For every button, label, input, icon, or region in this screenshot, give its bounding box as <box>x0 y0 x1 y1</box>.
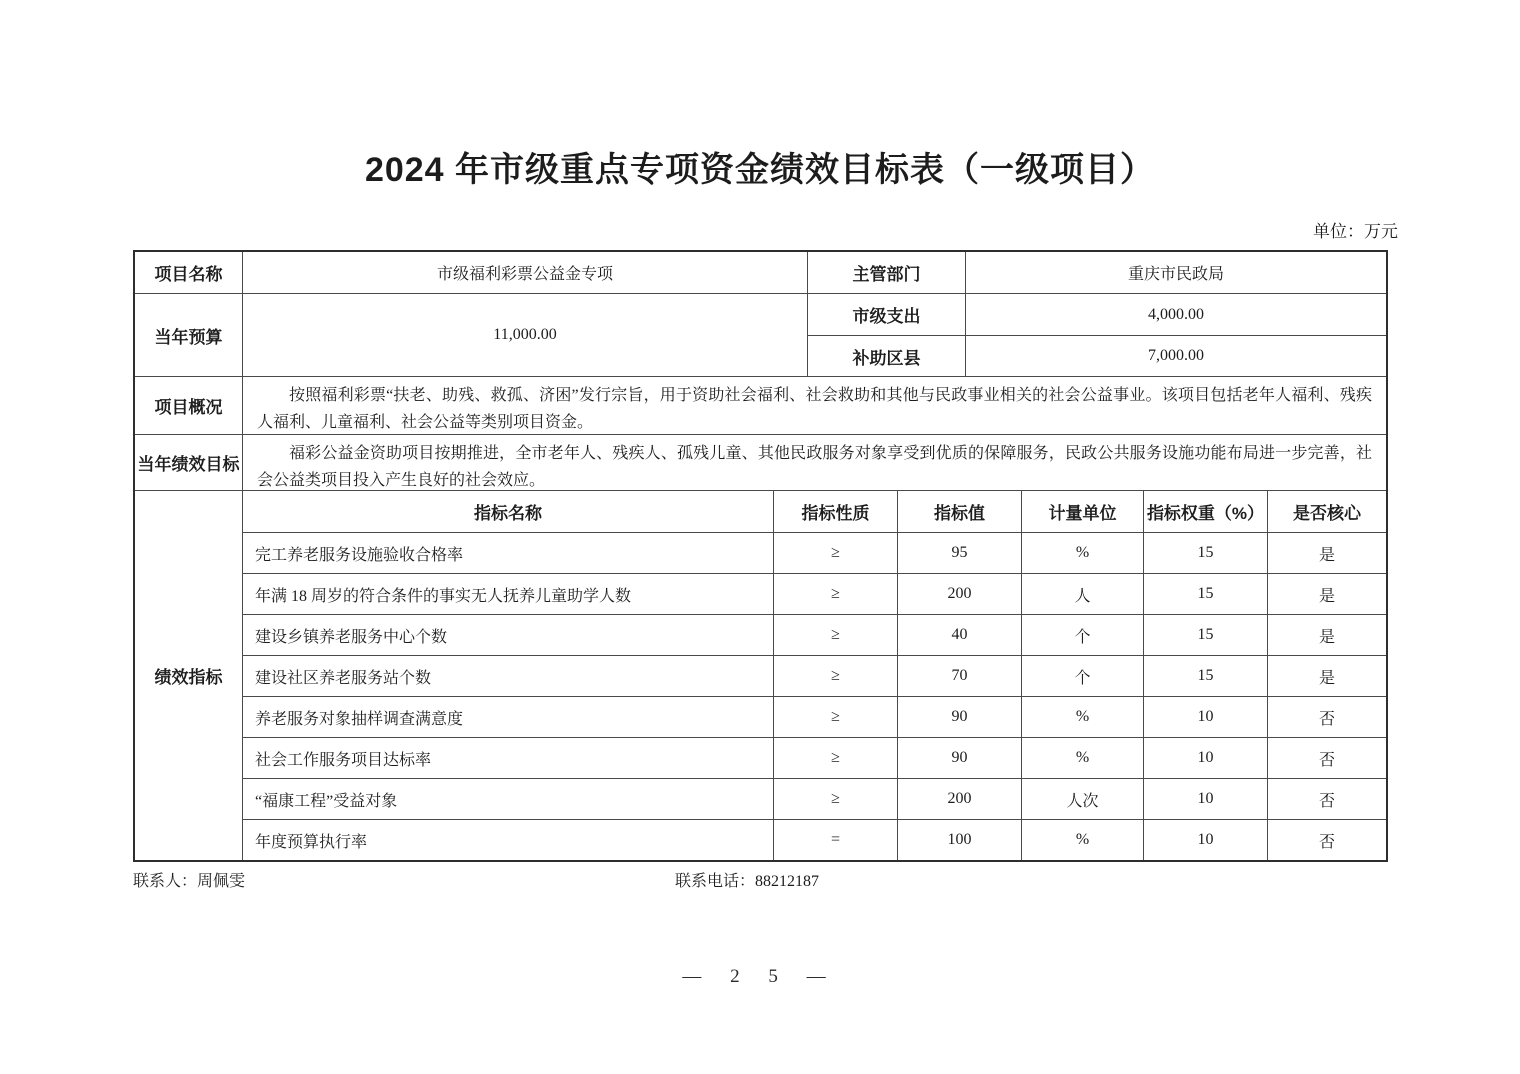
measure-unit-cell: 人 <box>1021 574 1143 614</box>
indicator-value-cell: 40 <box>897 615 1021 655</box>
table-row <box>135 293 1386 376</box>
phone-value: 88212187 <box>755 873 820 890</box>
measure-unit-cell: % <box>1021 533 1143 573</box>
indicators-section-label: 绩效指标 <box>154 668 223 687</box>
is-core-cell: 否 <box>1267 779 1386 819</box>
indicator-name-cell: 年满 18 周岁的符合条件的事实无人抚养儿童助学人数 <box>255 587 632 605</box>
header-indicator-value: 指标值 <box>897 491 1021 532</box>
indicator-name-cell: 养老服务对象抽样调查满意度 <box>255 710 464 728</box>
indicator-value-cell: 90 <box>897 738 1021 778</box>
header-is-core: 是否核心 <box>1267 491 1386 532</box>
goal-text: 福彩公益金资助项目按期推进，全市老年人、残疾人、孤残儿童、其他民政服务对象享受到优质的保障服务，民政公共服务设施功能布局进一步完善，社会公益类项目投入产生良好的社会效应。 <box>242 435 1386 490</box>
header-measure-unit: 计量单位 <box>1021 491 1143 532</box>
table-row <box>807 294 1386 335</box>
contact-phone <box>675 868 819 891</box>
indicator-nature-cell: ≥ <box>773 656 897 696</box>
measure-unit-cell: % <box>1021 697 1143 737</box>
performance-target-table <box>133 250 1388 862</box>
indicators-header-row <box>243 491 1386 532</box>
header-indicator-name: 指标名称 <box>474 504 542 523</box>
indicator-name-cell: 完工养老服务设施验收合格率 <box>255 546 464 564</box>
table-row <box>135 252 1386 293</box>
weight-cell: 15 <box>1143 533 1267 573</box>
indicator-value-cell: 95 <box>897 533 1021 573</box>
subsidy-label: 补助区县 <box>807 336 965 376</box>
is-core-cell: 是 <box>1267 574 1386 614</box>
is-core-cell: 否 <box>1267 738 1386 778</box>
budget-breakdown <box>807 294 1386 376</box>
indicator-nature-cell: ≥ <box>773 615 897 655</box>
goal-label: 当年绩效目标 <box>137 455 240 474</box>
weight-cell: 10 <box>1143 779 1267 819</box>
indicator-row <box>243 573 1386 614</box>
indicator-row <box>243 614 1386 655</box>
indicator-value-cell: 200 <box>897 574 1021 614</box>
indicator-name-cell: 社会工作服务项目达标率 <box>255 751 432 769</box>
weight-cell: 10 <box>1143 820 1267 860</box>
header-indicator-nature: 指标性质 <box>773 491 897 532</box>
indicators-section <box>135 490 1386 860</box>
is-core-cell: 否 <box>1267 697 1386 737</box>
indicator-row <box>243 778 1386 819</box>
weight-cell: 15 <box>1143 656 1267 696</box>
measure-unit-cell: % <box>1021 738 1143 778</box>
indicator-nature-cell: ≥ <box>773 697 897 737</box>
city-expense-value: 4,000.00 <box>965 294 1386 335</box>
indicator-value-cell: 100 <box>897 820 1021 860</box>
unit-label: 单位：万元 <box>1313 222 1398 241</box>
weight-cell: 15 <box>1143 615 1267 655</box>
weight-cell: 10 <box>1143 738 1267 778</box>
table-row <box>135 376 1386 434</box>
measure-unit-cell: 个 <box>1021 615 1143 655</box>
indicator-row <box>243 819 1386 860</box>
indicator-value-cell: 200 <box>897 779 1021 819</box>
indicator-nature-cell: ≥ <box>773 738 897 778</box>
indicator-name-cell: “福康工程”受益对象 <box>255 792 398 810</box>
weight-cell: 10 <box>1143 697 1267 737</box>
measure-unit-cell: 人次 <box>1021 779 1143 819</box>
department-value: 重庆市民政局 <box>965 252 1386 293</box>
indicator-nature-cell: ≥ <box>773 533 897 573</box>
contact-label: 联系人： <box>133 873 198 890</box>
indicator-name-cell: 年度预算执行率 <box>255 833 368 851</box>
page-title: 2024 年市级重点专项资金绩效目标表（一级项目） <box>364 151 1156 189</box>
indicator-name-cell: 建设社区养老服务站个数 <box>255 669 432 687</box>
department-label: 主管部门 <box>807 252 965 293</box>
city-expense-label: 市级支出 <box>807 294 965 335</box>
header-indicator-weight: 指标权重（%） <box>1143 491 1267 532</box>
is-core-cell: 是 <box>1267 615 1386 655</box>
indicator-row <box>243 696 1386 737</box>
measure-unit-cell: 个 <box>1021 656 1143 696</box>
overview-text: 按照福利彩票“扶老、助残、救孤、济困”发行宗旨，用于资助社会福利、社会救助和其他与民政事业相关的社会公益事业。该项目包括老年人福利、残疾人福利、儿童福利、社会公益等类别项目资金。 <box>242 377 1386 434</box>
indicator-row <box>243 737 1386 778</box>
indicator-value-cell: 70 <box>897 656 1021 696</box>
indicator-nature-cell: ≥ <box>773 779 897 819</box>
table-row <box>135 434 1386 490</box>
measure-unit-cell: % <box>1021 820 1143 860</box>
phone-label: 联系电话： <box>675 873 756 890</box>
is-core-cell: 否 <box>1267 820 1386 860</box>
indicators-grid <box>242 491 1386 860</box>
is-core-cell: 是 <box>1267 533 1386 573</box>
overview-label: 项目概况 <box>154 398 223 417</box>
budget-value: 11,000.00 <box>242 294 807 376</box>
indicator-row <box>243 655 1386 696</box>
indicator-nature-cell: = <box>773 820 897 860</box>
page-number: — 2 5 — <box>682 966 838 987</box>
project-name-value: 市级福利彩票公益金专项 <box>242 252 807 293</box>
is-core-cell: 是 <box>1267 656 1386 696</box>
indicator-row <box>243 532 1386 573</box>
indicator-nature-cell: ≥ <box>773 574 897 614</box>
project-name-label: 项目名称 <box>154 265 223 284</box>
weight-cell: 15 <box>1143 574 1267 614</box>
contact-person <box>133 868 245 891</box>
budget-label: 当年预算 <box>154 327 223 347</box>
subsidy-value: 7,000.00 <box>965 336 1386 376</box>
table-row <box>807 335 1386 376</box>
indicator-value-cell: 90 <box>897 697 1021 737</box>
contact-name: 周佩雯 <box>197 873 246 890</box>
indicator-name-cell: 建设乡镇养老服务中心个数 <box>255 628 448 646</box>
